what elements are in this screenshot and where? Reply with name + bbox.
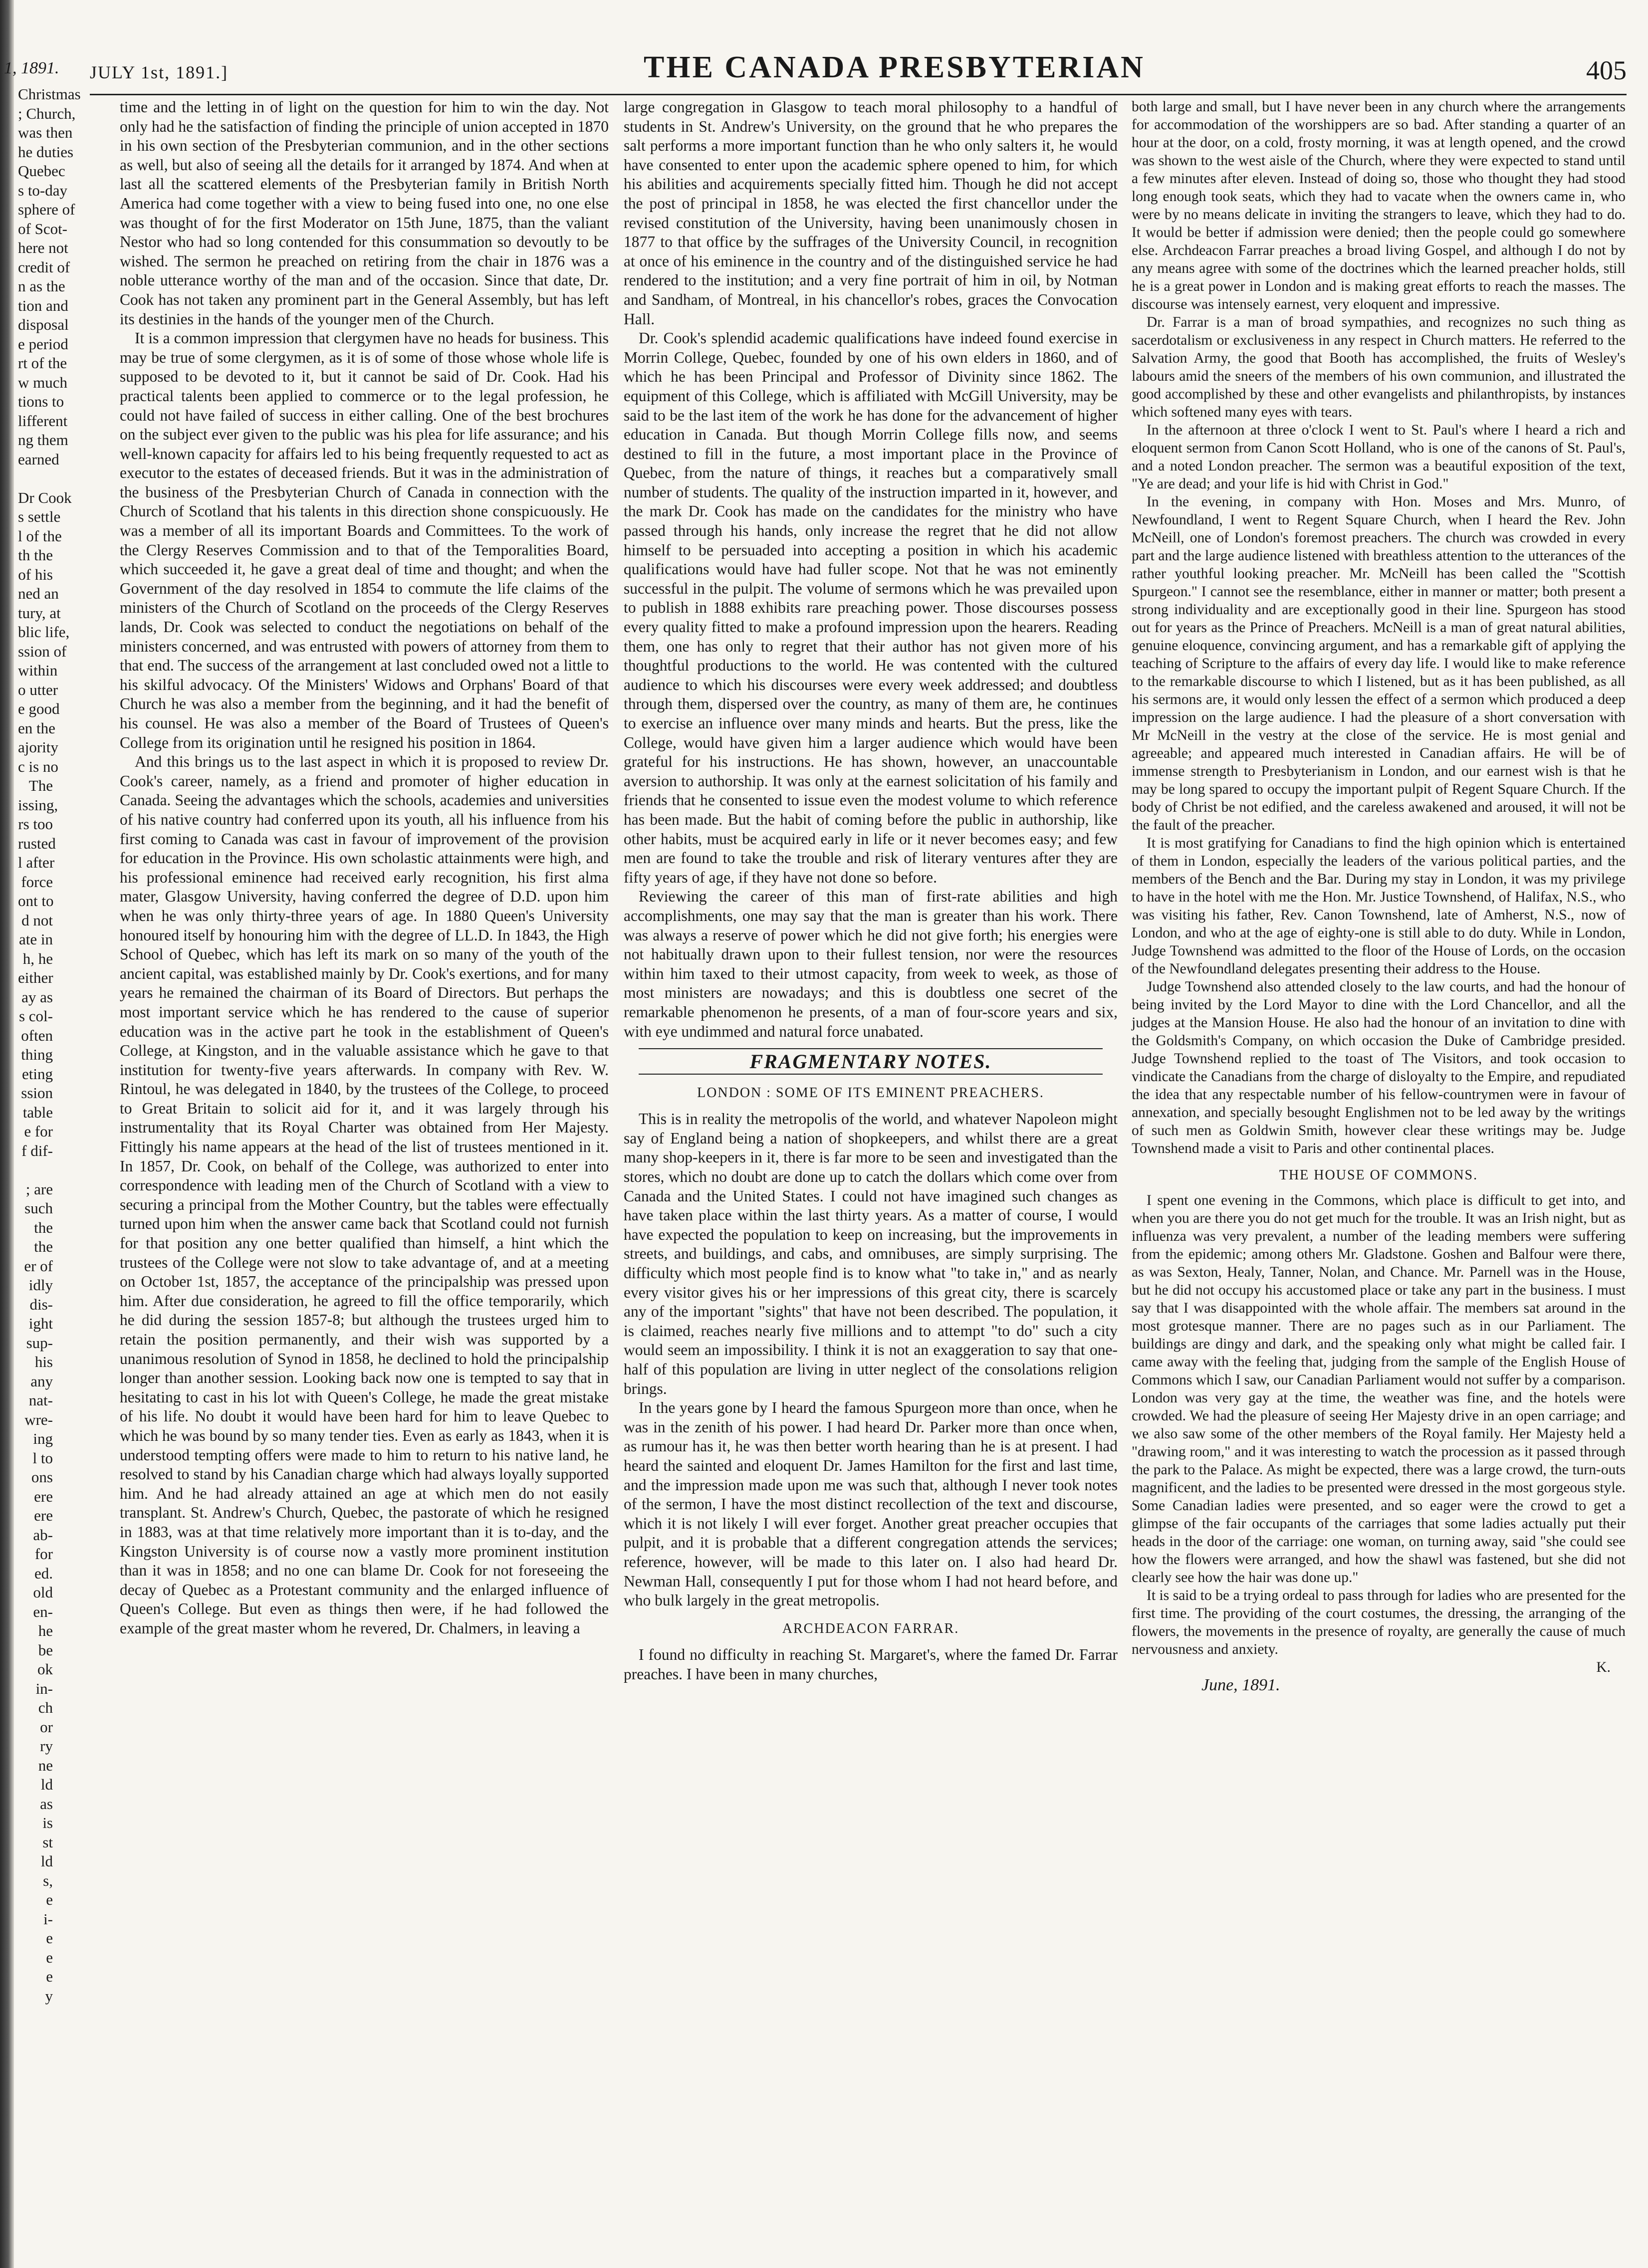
prev-page-fragment: often [21, 1026, 53, 1044]
prev-page-fragment: Christmas [18, 85, 81, 103]
prev-page-fragment: ssion of [18, 642, 67, 660]
paragraph: Judge Townshend also attended closely to the law courts, and had the honour of being invited by the Lord Mayor to dine with the Lord Chancellor, and all the judges at the Mansion House. He also had the honour of an invitation to dine with the Goldsmith's Company, on which occasion the Duke of Cambridge presided. Judge Townshend replied to the toast of The Visitors, and took occasion to vindicate the Canadians from the charge of disloyalty to the Empire, and repudiated the idea that any respectable number of his fellow-countrymen were in favour of annexation, and specially besought Englishmen not to be led away by the writings of such men as Goldwin Smith, however clear these writings may be. Judge Townshend made a visit to Paris and other continental places. [1132, 979, 1626, 1156]
prev-page-fragment: en the [18, 719, 55, 737]
section-title: FRAGMENTARY NOTES. [749, 1050, 992, 1073]
prev-page-fragment: idly [28, 1276, 53, 1294]
prev-page-fragment: Quebec [18, 162, 65, 180]
prev-page-fragment: ; Church, [18, 104, 76, 122]
page-header [90, 48, 1627, 88]
prev-page-fragments [18, 85, 81, 2230]
prev-page-fragment: his [34, 1353, 53, 1370]
prev-page-fragment: tions to [18, 393, 64, 410]
paragraph: In the afternoon at three o'clock I went to St. Paul's where I heard a rich and eloquent sermon from Canon Scott Holland, who is one of the canons of St. Paul's, and a noted London preacher. The sermon was a beautiful exposition of the text, "Ye are dead; and your life is hid with Christ in God." [1132, 422, 1626, 492]
prev-page-fragment: l after [18, 854, 55, 871]
paragraph: large congregation in Glasgow to teach moral philosophy to a handful of students in St. Andrew's University, on the ground that he who prepares the salt performs a more important function than he who only salters it, he would have consented to enter upon the academic sphere opened to him, for which his abilities and acquirements specially fitted him. Though he did not accept the post of principal in 1858, he was elected the first chancellor under the revised constitution of the University, having been unanimously chosen in 1877 to that office by the suffrages of the University Council, in recognition at once of his eminence in the country and of the distinguished service he had rendered to the institution; and a very fine portrait of him in oil, by Notman and Sandham, of Montreal, in his chancellor's robes, graces the Convocation Hall. [624, 98, 1118, 328]
paragraph: time and the letting in of light on the question for him to win the day. Not only had he the satisfaction of finding the principle of union accepted in 1870 in his own section of the Presbyterian communion, and in the other sections as well, but also of seeing all the details for it arranged by 1874. And when at last all the scattered elements of the Presbyterian family in British North America had come together with a view to being fused into one, no one else was thought of for the first Moderator on 15th June, 1875, than the valiant Nestor who had so long contended for this consummation so devoutly to be wished. The sermon he preached on retiring from the chair in 1876 was a noble utterance worthy of the man and of the occasion. Since that date, Dr. Cook has not taken any prominent part in the General Assembly, but has left its destinies in the hands of the younger men of the Church. [120, 98, 609, 328]
prev-page-fragment [18, 469, 53, 488]
paragraph: Reviewing the career of this man of first-rate abilities and high accomplishments, one may say that the man is greater than his work. There was always a reserve of power which he did not give forth; his energies were not habitually drawn upon to their fullest tension, nor were the resources within him taxed to their utmost capacity, from week to week, as those of most ministers are nowadays; and this is doubtless one secret of the remarkable phenomenon he presents, of a man of four-score years and six, with eye undimmed and natural force unabated. [624, 888, 1118, 1040]
paragraph: both large and small, but I have never been in any church where the arrangements for accommodation of the worshippers are so bad. After standing a quarter of an hour at the door, on a cold, frosty morning, it was at length opened, and the crowd was shown to the west aisle of the Church, where they were expected to stand until a few minutes after eleven. Instead of doing so, those who thought they had stood long enough took seats, which they had to vacate when the owners came in, who were by no means delicate in inviting the strangers to leave, which they had to do. It would be better if admission were denied; then the people could go somewhere else. Archdeacon Farrar preaches a broad living Gospel, and although I do not by any means agree with some of the doctrines which the learned preacher holds, still he is a great power in London and is making great efforts to reach the masses. The discourse was intensely earnest, very eloquent and impressive. [1132, 99, 1626, 312]
prev-page-fragment: of Scot- [18, 220, 68, 237]
prev-page-fragment: ay as [21, 988, 53, 1006]
prev-page-fragment: th the [18, 546, 53, 564]
paragraph: And this brings us to the last aspect in which it is proposed to review Dr. Cook's career, namely, as a friend and promoter of higher education in Canada. Seeing the advantages which the schools, academies and universities of his native country had conferred upon its youth, all his influence from his first coming to Canada was cast in favour of improvement of the provision for education in the Province. His own scholastic attainments were high, and his professional eminence had received early recognition, his first alma mater, Glasgow University, having conferred the degree of D.D. upon him when he was only thirty-three years of age. In 1880 Queen's University honoured itself by honouring him with the degree of LL.D. In 1843, the High School of Quebec, which has left its mark on so many of the youth of the ancient capital, was established mainly by Dr. Cook's exertions, and for many years he remained the chairman of its Board of Directors. But perhaps the most important service which he has rendered to the cause of superior education was in the active part he took in the establishment of Queen's College, at Kingston, and in the valuable assistance which he gave to that institution for twenty-five years afterwards. In company with Rev. W. Rintoul, he was delegated in 1840, by the trustees of the College, to proceed to Great Britain to solicit aid for it, and it was largely through his instrumentality that its Royal Charter was obtained from Her Majesty. Fittingly his name appears at the head of the list of trustees mentioned in it. In 1857, Dr. Cook, on behalf of the College, was authorized to enter into correspondence with leading men of the Church of Scotland with a view to securing a principal from the Mother Country, but the tables were effectually turned upon him when the answer came back that Scotland could not furnish for that position any one better qualified than himself, a hint which the trustees of the College were not slow to take advantage of, and at a meeting on October 1st, 1857, the acceptance of the principalship was pressed upon him. After due consideration, he agreed to fill the office temporarily, which he did during the session 1857-8; but although the trustees urged him to retain the position permanently, and their wish was supported by a unanimous resolution of Synod in 1858, he declined to hold the principalship longer than another session. Looking back now one is tempted to say that in hesitating to cast in his lot with Queen's College, he made the great mistake of his life. No doubt it would have been hard for him to leave Quebec to which he was bound by so many tender ties. Even as early as 1843, when it is understood tempting offers were made to him to return to his native land, he resolved to stand by his Canadian charge which had always loyally supported him. And he had already attained an age at which men do not easily transplant. St. Andrew's Church, Quebec, the pastorate of which he resigned in 1883, was at that time relatively more important than it is to-day, and the Kingston University is of course now a vastly more prominent institution than it was in 1858; and no one can blame Dr. Cook for not foreseeing the decay of Quebec as a Protestant community and the enlarged influence of Queen's College. But even as things then were, if he had followed the example of the great master whom he revered, Dr. Chalmers, in leaving a [120, 753, 609, 1637]
signature: K. [1596, 1659, 1611, 1675]
prev-page-fragment: ed. [34, 1564, 53, 1582]
prev-page-fragment: ned an [18, 585, 59, 602]
paragraph: It is said to be a trying ordeal to pass through for ladies who are presented for the first time. The providing of the court costumes, the dressing, the arranging of the flowers, the movements in the presence of royalty, are generally the cause of much nervousness and anxiety. [1132, 1588, 1626, 1657]
prev-page-fragment: o utter [18, 680, 58, 698]
prev-page-fragment: st [42, 1833, 53, 1851]
paragraph: This is in reality the metropolis of the world, and whatever Napoleon might say of England being a nation of shopkeepers, and whilst there are a great many shop-keepers in it, there is far more to be seen and investigated than the stores, which no doubt are done up to catch the dollars which come over from Canada and the United States. I could not have imagined such changes as have taken place within the last thirty years. As a matter of course, I would have expected the population to keep on increasing, but the improvements in streets, and buildings, and cabs, and omnibuses, are simply surprising. The difficulty which most people find is to know what "to take in," and as nearly every visitor gives his or her impressions of this great city, there is scarcely any of the important "sights" that have not been described. The population, it is claimed, reaches nearly five millions and to attempt "to do" such a city would seem an impossibility. I think it is not an exaggeration to say that one-half of this population are living in utter neglect of the consolations religion brings. [624, 1110, 1118, 1397]
prev-page-fragment: e period [18, 335, 68, 353]
prev-page-fragment: d not [21, 911, 53, 929]
prev-page-fragment: h, he [22, 949, 53, 967]
prev-page-fragment: f dif- [21, 1141, 53, 1159]
prev-page-fragment: en- [33, 1602, 53, 1620]
publication-title: THE CANADA PRESBYTERIAN [644, 50, 1145, 84]
prev-page-fragment: either [18, 969, 53, 986]
prev-page-fragment: ch [38, 1699, 53, 1716]
prev-page-fragment: s settle [18, 508, 61, 525]
prev-page-fragment: of his [18, 565, 53, 583]
prev-page-fragment: lifferent [18, 412, 68, 430]
prev-page-fragment: force [21, 873, 53, 891]
prev-page-fragment: table [22, 1103, 53, 1121]
page-number: 405 [1586, 55, 1627, 85]
prev-page-fragment: dis- [29, 1295, 53, 1313]
paragraph: It is a common impression that clergymen have no heads for business. This may be true of some clergymen, as it is of some of those whose whole life is supposed to be devoted to it, but it cannot be said of Dr. Cook. Had his practical talents been applied to commerce or to the legal profession, he could not have failed of success in either calling. One of the best brochures on the subject ever given to the public was his plea for life assurance; and his well-known capacity for affairs led to his being frequently requested to act as executor to the estates of deceased friends. But it was in the administration of the business of the Presbyterian Church of Canada in connection with the Church of Scotland that his talents in this direction shone conspicuously. He was a member of all its important Boards and Committees. To the work of the Clergy Reserves Commission and to that of the Temporalities Board, which succeeded it, he gave a great deal of time and thought; and when the Government of the day resolved in 1854 to commute the life claims of the ministers of the Church of Scotland on the proceeds of the Clergy Reserves lands, Dr. Cook was selected to conduct the negotiations on behalf of the ministers concerned, and was entrusted with powers of attorney from them to that end. The success of the arrangement at last concluded owed not a little to his skilful advocacy. Of the Ministers' Widows and Orphans' Board of that Church he was also a member from the beginning, and it had the benefit of his counsel. He was also a member of the Board of Trustees of Queen's College from its origination until he resigned his position in 1864. [120, 329, 609, 751]
prev-page-fragment: ere [34, 1487, 53, 1505]
prev-page-fragment: s col- [18, 1007, 53, 1025]
paragraph: In the years gone by I heard the famous Spurgeon more than once, when he was in the zenith of his power. I had heard Dr. Parker more than once when, as rumour has it, he was then better worth hearing than he is at present. I had heard the sainted and eloquent Dr. James Hamilton for the first and last time, and the impression made upon me was such that, although I never took notes of the sermon, I have the most distinct recollection of the text and discourse, which it is not likely I will ever forget. Another great preacher occupies that pulpit, and it is probable that a different congregation attends the services; reference, however, will be made to this later on. I also had heard Dr. Newman Hall, consequently I put for those whom I had not heard before, and who bulk largely in the great metropolis. [624, 1399, 1118, 1609]
prev-page-fragment: e for [24, 1123, 53, 1140]
prev-page-fragment: s to-day [18, 181, 68, 199]
column-1 [120, 98, 609, 2243]
prev-page-fragment [18, 1160, 53, 1180]
paragraph: Dr. Cook's splendid academic qualifications have indeed found exercise in Morrin College, Quebec, founded by one of his own elders in 1860, and of which he has been Principal and Professor of Divinity since 1862. The equipment of this College, which is affiliated with McGill University, may be said to be the last item of the work he has done for the advancement of higher education in Canada. But though Morrin College fills now, and seems destined to fill in the future, a most important place in the Province of Quebec, from the nature of things, it reaches but a comparatively small number of students. The quality of the instruction imparted in it, however, and the mark Dr. Cook has made on the candidates for the ministry who have passed through his hands, only increase the regret that he did not allow himself to be persuaded into accepting a position in which his academic qualifications would have had fuller scope. Not that he was not eminently successful in the pulpit. The volume of sermons which he was prevailed upon to publish in 1888 exhibits rare preaching power. Those discourses possess every quality fitted to make a profound impression upon the hearers. Reading them, one has only to regret that their author has not given more of his thoughtful productions to the world. He was contented with the cultured audience to which his discourses were every week addressed; and doubtless through them, dispersed over the country, as many of them are, he continues to exercise an influence over many minds and hearts. But the press, like the College, would have given him a larger audience which would have been grateful for his instructions. He has shown, however, an unaccountable aversion to authorship. It was only at the earnest solicitation of his family and friends that he consented to issue even the modest volume to which reference has been made. But the habit of coming before the public in authorship, like other habits, must be acquired early in life or it never becomes easy; and few men are found to take the trouble and risk of literary ventures after they are fifty years of age, if they have not done so before. [624, 329, 1118, 886]
prev-page-fragment: er of [24, 1257, 53, 1275]
prev-page-fragment: ld [40, 1852, 53, 1870]
prev-page-fragment: i- [43, 1910, 53, 1928]
header-rule [90, 94, 1627, 95]
prev-page-fragment: within [18, 662, 58, 679]
prev-page-fragment: e [46, 1948, 53, 1966]
prev-page-fragment: ; are [25, 1180, 53, 1198]
prev-page-fragment: l of the [18, 527, 62, 545]
prev-page-fragment: ere [34, 1507, 53, 1524]
prev-page-fragment: for [34, 1545, 53, 1563]
prev-page-fragment: eting [22, 1065, 53, 1083]
prev-page-fragment: he [38, 1622, 53, 1639]
archdeacon-heading: ARCHDEACON FARRAR. [782, 1620, 959, 1636]
prev-page-fragment: was then [18, 124, 73, 141]
prev-page-fragment: such [24, 1199, 53, 1217]
prev-page-fragment: ld [40, 1776, 53, 1793]
prev-page-fragment: blic life, [18, 623, 70, 641]
binding-spine [0, 0, 14, 2268]
prev-page-fragment: e good [18, 700, 60, 717]
prev-page-fragment: rt of the [18, 354, 67, 372]
prev-page-fragment: in- [35, 1679, 53, 1697]
prev-page-fragment: thing [21, 1046, 53, 1063]
prev-page-fragment: be [38, 1641, 53, 1659]
section-rule [639, 1048, 1103, 1049]
prev-page-fragment: ajority [18, 738, 58, 756]
prev-page-fragment: issing, [18, 796, 58, 814]
paragraph: In the evening, in company with Hon. Moses and Mrs. Munro, of Newfoundland, I went to Regent Square Church, when I heard the Rev. John McNeill, one of London's foremost preachers. The church was crowded in every part and the large audience listened with breathless attention to the utterances of the rather youthful looking preacher. Mr. McNeill has been called the "Scottish Spurgeon." I cannot see the resemblance, either in manner or matter; both present a strong individuality and are exceptionally good in their line. Spurgeon has stood out for years as the Prince of Preachers. McNeill is a man of great natural abilities, genuine eloquence, convincing argument, and has a remarkable gift of applying the teaching of Scripture to the affairs of every day life. I would like to make reference to the remarkable discourse to which I listened, but as it has been published, as all his sermons are, it would only lessen the effect of a sermon which produced a deep impression on the large audience. I had the pleasure of a short conversation with Mr McNeill in the vestry at the close of the service. He is most genial and agreeable; and appeared much interested in Canadian affairs. He will be of immense strength to Presbyterianism in London, and our earnest wish is that he may be long spared to occupy the important pulpit of Regent Square Church. If the body of Christ be not edified, and the careless awakened and aroused, it will not be the fault of the preacher. [1132, 494, 1626, 833]
prev-page-fragment: ng them [18, 431, 68, 449]
prev-page-fragment: the [34, 1218, 53, 1236]
prev-page-fragment: credit of [18, 258, 70, 276]
prev-page-fragment: ons [31, 1468, 53, 1486]
commons-heading: THE HOUSE OF COMMONS. [1279, 1167, 1478, 1183]
section-rule [639, 1074, 1103, 1075]
prev-page-fragment: sup- [26, 1334, 53, 1352]
header-date: JULY 1st, 1891.] [90, 62, 229, 82]
prev-page-fragment: ab- [33, 1526, 53, 1544]
prev-page-fragment: sphere of [18, 201, 75, 218]
paragraph: It is most gratifying for Canadians to find the high opinion which is entertained of them in London, especially the leaders of the various political parties, and the members of the Bench and the Bar. During my stay in London, it was my privilege to have in the hotel with me the Hon. Mr. Justice Townshend, of Halifax, N.S., who was visiting his father, Rev. Canon Townshend, late of Amherst, N.S., now of London, and who at the age of eighty-one is still able to do duty. While in London, Judge Townshend was admitted to the floor of the House of Lords, on the occasion of the Newfoundland delegates presenting their address to the House. [1132, 835, 1626, 977]
prev-page-fragment: here not [18, 239, 68, 256]
prev-page-fragment: ok [37, 1660, 53, 1678]
dateline: June, 1891. [1201, 1676, 1280, 1694]
prev-page-fragment: ing [33, 1430, 53, 1447]
prev-page-header: 1, 1891. [4, 59, 59, 77]
prev-page-fragment: ate in [19, 930, 53, 948]
prev-page-fragment: s, [43, 1871, 53, 1889]
prev-page-fragment: w much [18, 373, 68, 391]
prev-page-fragment: nat- [28, 1391, 53, 1409]
prev-page-fragment: The [28, 777, 53, 794]
paragraph: Dr. Farrar is a man of broad sympathies, and recognizes no such thing as sacerdotalism or exclusiveness in any respect in Church matters. He referred to the Salvation Army, the good that Booth has accomplished, the fruits of Wesley's labours amid the sneers of the members of his own communion, and illustrated the good accomplished by these and other evangelists and philanthropists, by instances which softened many eyes with tears. [1132, 314, 1626, 420]
section-subtitle: LONDON : SOME OF ITS EMINENT PREACHERS. [697, 1085, 1044, 1101]
prev-page-fragment: disposal [18, 316, 69, 333]
prev-page-fragment: c is no [18, 757, 58, 775]
prev-page-fragment: the [34, 1238, 53, 1255]
prev-page-fragment: ry [40, 1737, 53, 1755]
paragraph: I spent one evening in the Commons, which place is difficult to get into, and when you are there you do not get much for the trouble. It was an Irish night, but as influenza was very prevalent, a number of the leading members were suffering from the epidemic; among others Mr. Gladstone. Goshen and Balfour were there, as was Sexton, Healy, Tanner, Nolan, and Chance. Mr. Parnell was in the House, but he did not occupy his accustomed place or take any part in the business. I must say that I was disappointed with the whole affair. The members sat around in the most grotesque manner. There are no pages such as in our Parliament. The buildings are dingy and dark, and the speaking only what might be called fair. I came away with the feeling that, judging from the sample of the English House of Commons which I saw, our Canadian Parliament would not suffer by a comparison. London was very gay at the time, the weather was fine, and the hotels were crowded. We had the pleasure of seeing Her Majesty drive in an open carriage; and we also saw some of the other members of the Royal family. Her Majesty held a "drawing room," and it was interesting to watch the procession as it passed through the park to the Palace. As might be expected, there was a large crowd, the turn-outs magnificent, and the ladies to be presented were dressed in the most gorgeous style. Some Canadian ladies were presented, and so eager were the crowd to get a glimpse of the fair occupants of the carriages that some ladies actually put their heads in the door of the carriage: one woman, on turning away, said "she could see how the flowers were arranged, and how the shawl was fastened, but she did not clearly see how the hair was done up." [1132, 1192, 1626, 1586]
prev-page-fragment: rusted [18, 834, 56, 852]
prev-page-fragment: tury, at [18, 604, 61, 622]
prev-page-fragment: rs too [18, 815, 53, 833]
prev-page-fragment: e [46, 1929, 53, 1947]
prev-page-fragment: l to [32, 1449, 53, 1467]
prev-page-fragment: wre- [24, 1410, 53, 1428]
prev-page-fragment: Dr Cook [18, 488, 72, 506]
prev-page-fragment: ont to [18, 892, 54, 909]
prev-page-fragment: e [46, 1891, 53, 1908]
prev-page-fragment: or [40, 1718, 53, 1736]
prev-page-fragment: ne [38, 1756, 53, 1774]
prev-page-fragment: y [45, 1987, 53, 2005]
prev-page-fragment: as [40, 1795, 53, 1813]
prev-page-fragment: e [46, 1968, 53, 1985]
prev-page-fragment: is [42, 1814, 53, 1831]
paragraph: I found no difficulty in reaching St. Margaret's, where the famed Dr. Farrar preaches. I have been in many churches, [624, 1646, 1118, 1683]
prev-page-fragment: tion and [18, 296, 68, 314]
prev-page-fragment: ight [28, 1315, 53, 1332]
prev-page-fragment: old [33, 1584, 53, 1601]
column-3 [1132, 98, 1626, 2243]
prev-page-fragment: any [30, 1372, 53, 1390]
prev-page-fragment: he duties [18, 143, 74, 161]
prev-page-fragment: ssion [21, 1084, 53, 1102]
prev-page-fragment: earned [18, 450, 59, 468]
column-2 [624, 98, 1118, 2243]
prev-page-fragment: n as the [18, 277, 65, 295]
